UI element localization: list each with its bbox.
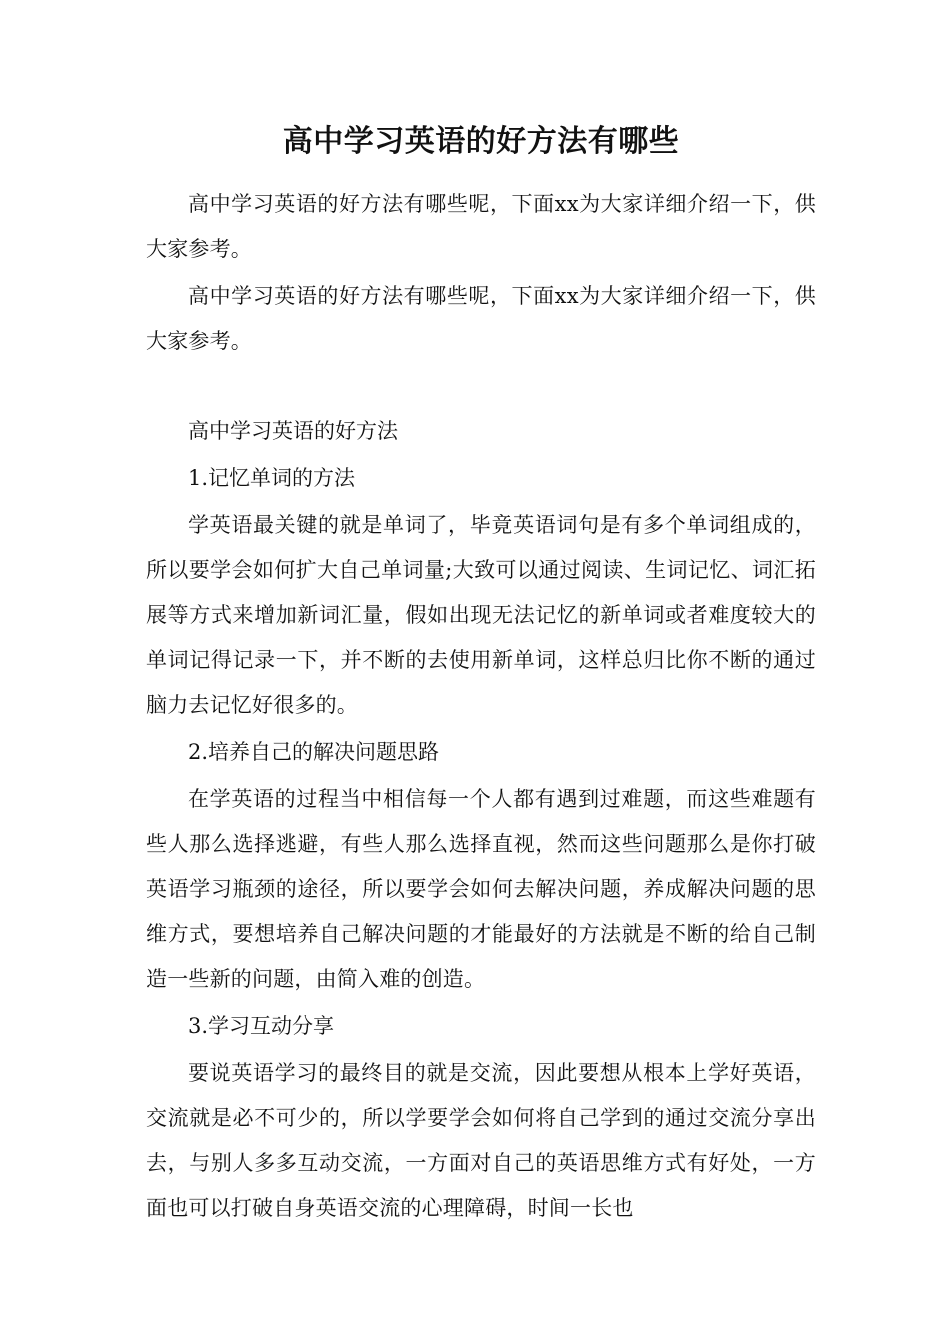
item-heading-2: 2.培养自己的解决问题思路: [188, 740, 440, 764]
section-heading: 高中学习英语的好方法: [188, 419, 398, 443]
intro-paragraph-1: 高中学习英语的好方法有哪些呢，下面xx为大家详细介绍一下，供大家参考。: [146, 192, 816, 261]
document-body: [146, 118, 816, 1233]
item-heading-3: 3.学习互动分享: [188, 1014, 335, 1038]
item-body-3: 要说英语学习的最终目的就是交流，因此要想从根本上学好英语，交流就是必不可少的，所以学要学会如何将自己学到的通过交流分享出去，与别人多多互动交流，一方面对自己的英语思维方式有好处，一方面也可以打破自身英语交流的心理障碍，时间一长也: [146, 1061, 816, 1220]
document-title: 高中学习英语的好方法有哪些: [282, 124, 680, 159]
blank-line: [146, 366, 816, 409]
item-body-1: 学英语最关键的就是单词了，毕竟英语词句是有多个单词组成的，所以要学会如何扩大自己单词量;大致可以通过阅读、生词记忆、词汇拓展等方式来增加新词汇量，假如出现无法记忆的新单词或者难度较大的单词记得记录一下，并不断的去使用新单词，这样总归比你不断的通过脑力去记忆好很多的。: [146, 513, 816, 717]
intro-paragraph-2: 高中学习英语的好方法有哪些呢，下面xx为大家详细介绍一下，供大家参考。: [146, 284, 816, 353]
item-body-2: 在学英语的过程当中相信每一个人都有遇到过难题，而这些难题有些人那么选择逃避，有些人那么选择直视，然而这些问题那么是你打破英语学习瓶颈的途径，所以要学会如何去解决问题，养成解决问题的思维方式，要想培养自己解决问题的才能最好的方法就是不断的给自己制造一些新的问题，由简入难的创造。: [146, 787, 816, 991]
item-heading-1: 1.记忆单词的方法: [188, 466, 356, 490]
